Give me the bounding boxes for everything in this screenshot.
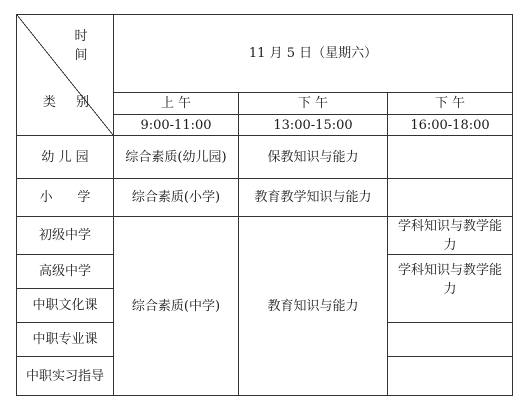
senior-subject-knowledge: 学科知识与教学能力	[397, 263, 502, 297]
empty-cell	[388, 136, 512, 178]
secondary-afternoon-subject: 教育知识与能力	[267, 298, 359, 314]
empty-cell	[388, 179, 512, 216]
period-afternoon-2-label: 下 午	[434, 96, 466, 111]
category-junior-middle: 初级中学	[38, 228, 91, 243]
category-label: 类 别	[42, 94, 98, 110]
category-primary: 小 学	[39, 190, 91, 205]
category-senior-high: 高级中学	[38, 264, 91, 279]
period-afternoon-2-time: 16:00-18:00	[410, 117, 490, 133]
empty-cell	[388, 357, 512, 395]
primary-afternoon-subject: 教育教学知识与能力	[254, 190, 372, 205]
kindergarten-morning-subject: 综合素质(幼儿园)	[125, 149, 227, 165]
junior-subject-knowledge: 学科知识与教学能力	[397, 218, 502, 253]
period-morning-label: 上 午	[160, 96, 192, 111]
exam-date: 11 月 5 日（星期六）	[248, 46, 378, 61]
empty-cell	[388, 323, 512, 356]
primary-morning-subject: 综合素质(小学)	[131, 190, 221, 205]
category-vocational-major: 中职专业课	[32, 332, 98, 347]
kindergarten-afternoon-subject: 保教知识与能力	[267, 149, 359, 165]
category-kindergarten: 幼 儿 园	[41, 149, 89, 165]
period-afternoon-1-label: 下 午	[297, 96, 329, 111]
period-morning-time: 9:00-11:00	[140, 117, 212, 133]
period-afternoon-1-time: 13:00-15:00	[273, 117, 353, 133]
secondary-morning-subject: 综合素质(中学)	[131, 298, 221, 314]
category-vocational-culture: 中职文化课	[32, 298, 98, 313]
category-vocational-practice: 中职实习指导	[25, 368, 104, 384]
time-label: 时 间	[74, 29, 96, 63]
